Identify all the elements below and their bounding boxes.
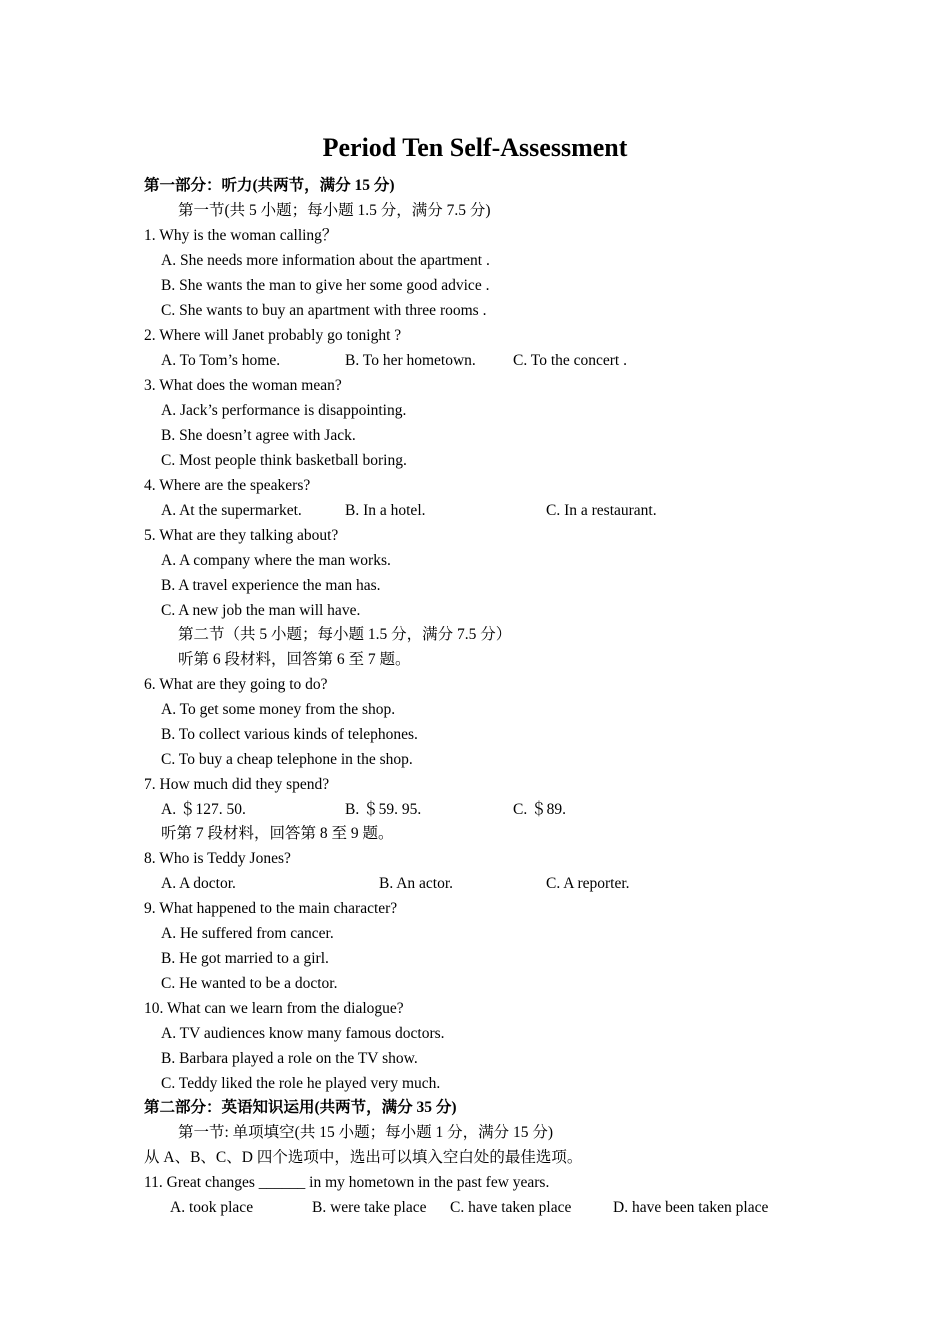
q6-option-c: C. To buy a cheap telephone in the shop.: [161, 751, 413, 768]
q6-option-b: B. To collect various kinds of telephones.: [161, 726, 418, 743]
question-6: 6. What are they going to do?: [144, 676, 328, 693]
q8-option-b: B. An actor.: [379, 875, 454, 892]
q3-option-a: A. Jack’s performance is disappointing.: [161, 402, 407, 419]
q9-option-b: B. He got married to a girl.: [161, 950, 329, 967]
question-3: 3. What does the woman mean?: [144, 377, 342, 394]
q10-option-a: A. TV audiences know many famous doctors.: [161, 1025, 445, 1042]
q1-option-c: C. She wants to buy an apartment with three rooms .: [161, 302, 487, 319]
q2-option-c: C. To the concert .: [513, 352, 627, 369]
part1-section2: 第二节（共 5 小题；每小题 1.5 分，满分 7.5 分）: [178, 626, 512, 643]
q4-option-a: A. At the supermarket.: [161, 502, 302, 519]
q2-option-a: A. To Tom’s home.: [161, 352, 281, 369]
q3-option-b: B. She doesn’t agree with Jack.: [161, 427, 356, 444]
question-2: 2. Where will Janet probably go tonight ?: [144, 327, 402, 344]
q11-option-d: D. have been taken place: [613, 1199, 769, 1216]
question-10: 10. What can we learn from the dialogue?: [144, 1000, 404, 1017]
question-8: 8. Who is Teddy Jones?: [144, 850, 291, 867]
q5-option-b: B. A travel experience the man has.: [161, 577, 381, 594]
q6-option-a: A. To get some money from the shop.: [161, 701, 396, 718]
question-11: 11. Great changes ______ in my hometown in the past few years.: [144, 1174, 550, 1191]
q7-option-a: A. ＄127. 50.: [161, 801, 246, 818]
q3-option-c: C. Most people think basketball boring.: [161, 452, 407, 469]
question-4: 4. Where are the speakers?: [144, 477, 311, 494]
q8-option-a: A. A doctor.: [161, 875, 236, 892]
part1-heading: 第一部分：听力(共两节，满分 15 分): [144, 177, 395, 194]
q9-option-c: C. He wanted to be a doctor.: [161, 975, 338, 992]
instruction-6: 听第 6 段材料，回答第 6 至 7 题。: [178, 651, 411, 668]
part2-heading: 第二部分：英语知识运用(共两节，满分 35 分): [144, 1099, 457, 1116]
q4-option-c: C. In a restaurant.: [546, 502, 657, 519]
q7-option-b: B. ＄59. 95.: [345, 801, 422, 818]
q5-option-c: C. A new job the man will have.: [161, 602, 361, 619]
q1-option-a: A. She needs more information about the apartment .: [161, 252, 490, 269]
q9-option-a: A. He suffered from cancer.: [161, 925, 334, 942]
q2-option-b: B. To her hometown.: [345, 352, 476, 369]
q4-option-b: B. In a hotel.: [345, 502, 426, 519]
part2-instruction: 从 A、B、C、D 四个选项中，选出可以填入空白处的最佳选项。: [144, 1149, 583, 1166]
q7-option-c: C. ＄89.: [513, 801, 566, 818]
q5-option-a: A. A company where the man works.: [161, 552, 391, 569]
instruction-7: 听第 7 段材料，回答第 8 至 9 题。: [161, 825, 394, 842]
question-9: 9. What happened to the main character?: [144, 900, 398, 917]
q11-option-c: C. have taken place: [450, 1199, 572, 1216]
question-1: 1. Why is the woman calling？: [144, 227, 338, 244]
q10-option-c: C. Teddy liked the role he played very much.: [161, 1075, 441, 1092]
part1-section1: 第一节(共 5 小题；每小题 1.5 分，满分 7.5 分): [178, 202, 491, 219]
q8-option-c: C. A reporter.: [546, 875, 630, 892]
part2-section1: 第一节: 单项填空(共 15 小题；每小题 1 分，满分 15 分): [178, 1124, 554, 1141]
q11-option-b: B. were take place: [312, 1199, 427, 1216]
q10-option-b: B. Barbara played a role on the TV show.: [161, 1050, 418, 1067]
question-7: 7. How much did they spend?: [144, 776, 330, 793]
page-title: Period Ten Self-Assessment: [322, 133, 628, 162]
q11-option-a: A. took place: [170, 1199, 254, 1216]
question-5: 5. What are they talking about?: [144, 527, 339, 544]
q1-option-b: B. She wants the man to give her some good advice .: [161, 277, 490, 294]
